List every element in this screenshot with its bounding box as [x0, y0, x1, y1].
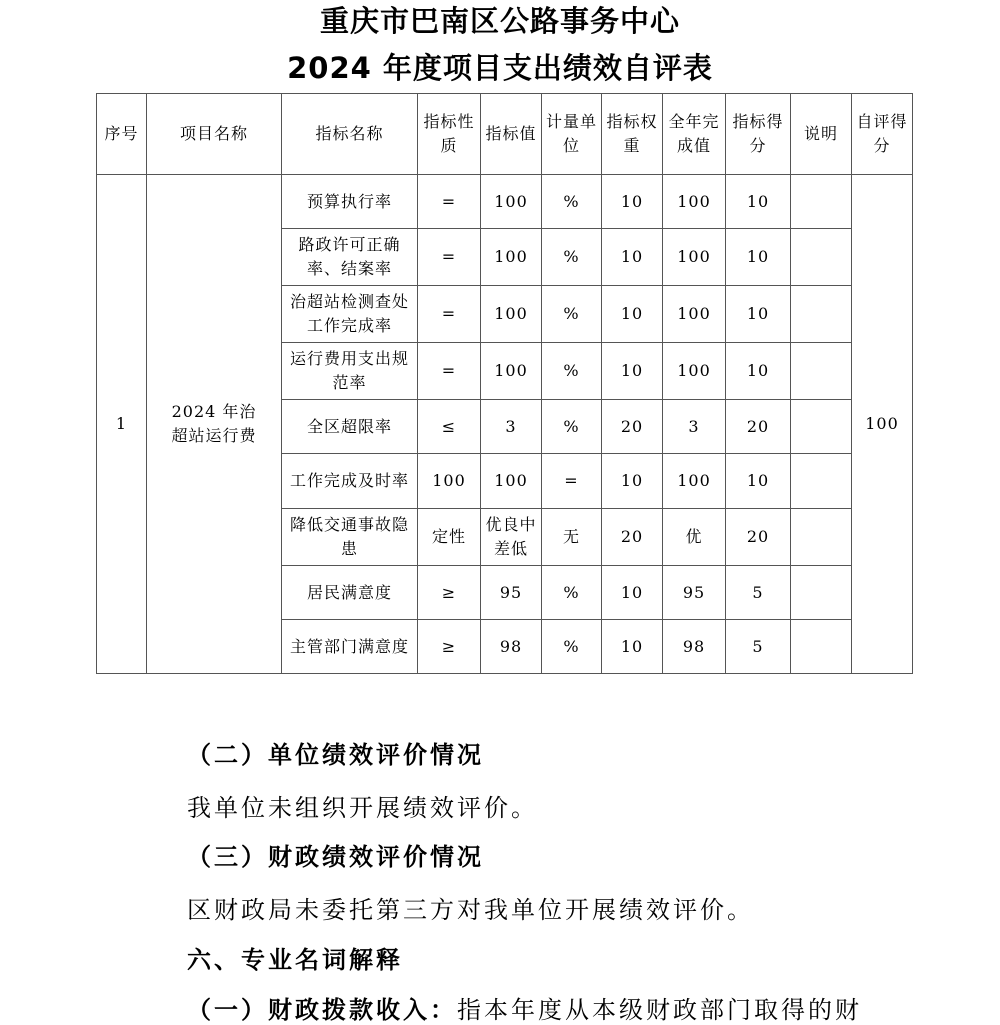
indicator-cell: 居民满意度: [282, 566, 418, 620]
score-cell: 20: [726, 400, 791, 454]
value-cell: 优良中差低: [481, 509, 542, 566]
value-cell: 100: [481, 229, 542, 286]
score-cell: 10: [726, 229, 791, 286]
value-cell: 98: [481, 620, 542, 674]
weight-cell: 10: [602, 229, 663, 286]
nature-cell: 100: [418, 454, 481, 509]
table-header-row: [97, 94, 913, 175]
value-cell: 95: [481, 566, 542, 620]
document-subtitle: 2024 年度项目支出绩效自评表: [287, 51, 713, 85]
score-cell: 10: [726, 454, 791, 509]
note-cell: [791, 620, 852, 674]
score-cell: 20: [726, 509, 791, 566]
header-weight: 指标权重: [602, 94, 663, 175]
indicator-cell: 主管部门满意度: [282, 620, 418, 674]
document-title: 重庆市巴南区公路事务中心: [319, 4, 680, 38]
actual-cell: 100: [663, 175, 726, 229]
indicator-cell: 工作完成及时率: [282, 454, 418, 509]
value-cell: 100: [481, 175, 542, 229]
indicator-cell: 运行费用支出规范率: [282, 343, 418, 400]
unit-cell: =: [542, 454, 602, 509]
note-cell: [791, 509, 852, 566]
glossary-item-1-label: （一）财政拨款收入：: [187, 996, 457, 1024]
table-row: [97, 175, 913, 229]
value-cell: 100: [481, 454, 542, 509]
nature-cell: 定性: [418, 509, 481, 566]
score-cell: 10: [726, 343, 791, 400]
unit-cell: 无: [542, 509, 602, 566]
weight-cell: 10: [602, 454, 663, 509]
unit-cell: %: [542, 620, 602, 674]
note-cell: [791, 343, 852, 400]
note-cell: [791, 400, 852, 454]
section-3-text: 区财政局未委托第三方对我单位开展绩效评价。: [187, 896, 754, 924]
actual-cell: 100: [663, 343, 726, 400]
header-project-name: 项目名称: [147, 94, 282, 175]
weight-cell: 10: [602, 175, 663, 229]
indicator-cell: 全区超限率: [282, 400, 418, 454]
nature-cell: ≥: [418, 566, 481, 620]
value-cell: 100: [481, 343, 542, 400]
unit-cell: %: [542, 343, 602, 400]
indicator-cell: 降低交通事故隐患: [282, 509, 418, 566]
actual-cell: 98: [663, 620, 726, 674]
header-seq: 序号: [97, 94, 147, 175]
section-3-heading: （三）财政绩效评价情况: [187, 843, 484, 871]
note-cell: [791, 286, 852, 343]
note-cell: [791, 454, 852, 509]
indicator-cell: 治超站检测查处工作完成率: [282, 286, 418, 343]
header-indicator-name: 指标名称: [282, 94, 418, 175]
value-cell: 100: [481, 286, 542, 343]
nature-cell: =: [418, 229, 481, 286]
performance-table: [96, 93, 913, 674]
section-6-heading: 六、专业名词解释: [187, 946, 403, 974]
header-annual-actual: 全年完成值: [663, 94, 726, 175]
project-name-cell: 2024 年治超站运行费: [147, 175, 282, 674]
header-unit: 计量单位: [542, 94, 602, 175]
actual-cell: 100: [663, 229, 726, 286]
weight-cell: 20: [602, 509, 663, 566]
nature-cell: =: [418, 286, 481, 343]
score-cell: 10: [726, 286, 791, 343]
note-cell: [791, 229, 852, 286]
section-2-heading: （二）单位绩效评价情况: [187, 741, 484, 769]
unit-cell: %: [542, 286, 602, 343]
header-note: 说明: [791, 94, 852, 175]
actual-cell: 3: [663, 400, 726, 454]
score-cell: 5: [726, 620, 791, 674]
actual-cell: 100: [663, 286, 726, 343]
weight-cell: 10: [602, 620, 663, 674]
glossary-item-1: [187, 990, 862, 1025]
weight-cell: 10: [602, 343, 663, 400]
header-indicator-value: 指标值: [481, 94, 542, 175]
weight-cell: 20: [602, 400, 663, 454]
note-cell: [791, 175, 852, 229]
header-indicator-nature: 指标性质: [418, 94, 481, 175]
weight-cell: 10: [602, 286, 663, 343]
nature-cell: ≥: [418, 620, 481, 674]
score-cell: 10: [726, 175, 791, 229]
nature-cell: =: [418, 175, 481, 229]
actual-cell: 100: [663, 454, 726, 509]
nature-cell: ≤: [418, 400, 481, 454]
seq-cell: 1: [97, 175, 147, 674]
unit-cell: %: [542, 566, 602, 620]
note-cell: [791, 566, 852, 620]
weight-cell: 10: [602, 566, 663, 620]
header-self-score: 自评得分: [852, 94, 913, 175]
value-cell: 3: [481, 400, 542, 454]
unit-cell: %: [542, 400, 602, 454]
glossary-item-1-text: 指本年度从本级财政部门取得的财: [457, 996, 862, 1024]
unit-cell: %: [542, 175, 602, 229]
actual-cell: 优: [663, 509, 726, 566]
unit-cell: %: [542, 229, 602, 286]
actual-cell: 95: [663, 566, 726, 620]
self-score-cell: 100: [852, 175, 913, 674]
score-cell: 5: [726, 566, 791, 620]
nature-cell: =: [418, 343, 481, 400]
header-indicator-score: 指标得分: [726, 94, 791, 175]
section-2-text: 我单位未组织开展绩效评价。: [187, 794, 538, 822]
indicator-cell: 路政许可正确率、结案率: [282, 229, 418, 286]
indicator-cell: 预算执行率: [282, 175, 418, 229]
